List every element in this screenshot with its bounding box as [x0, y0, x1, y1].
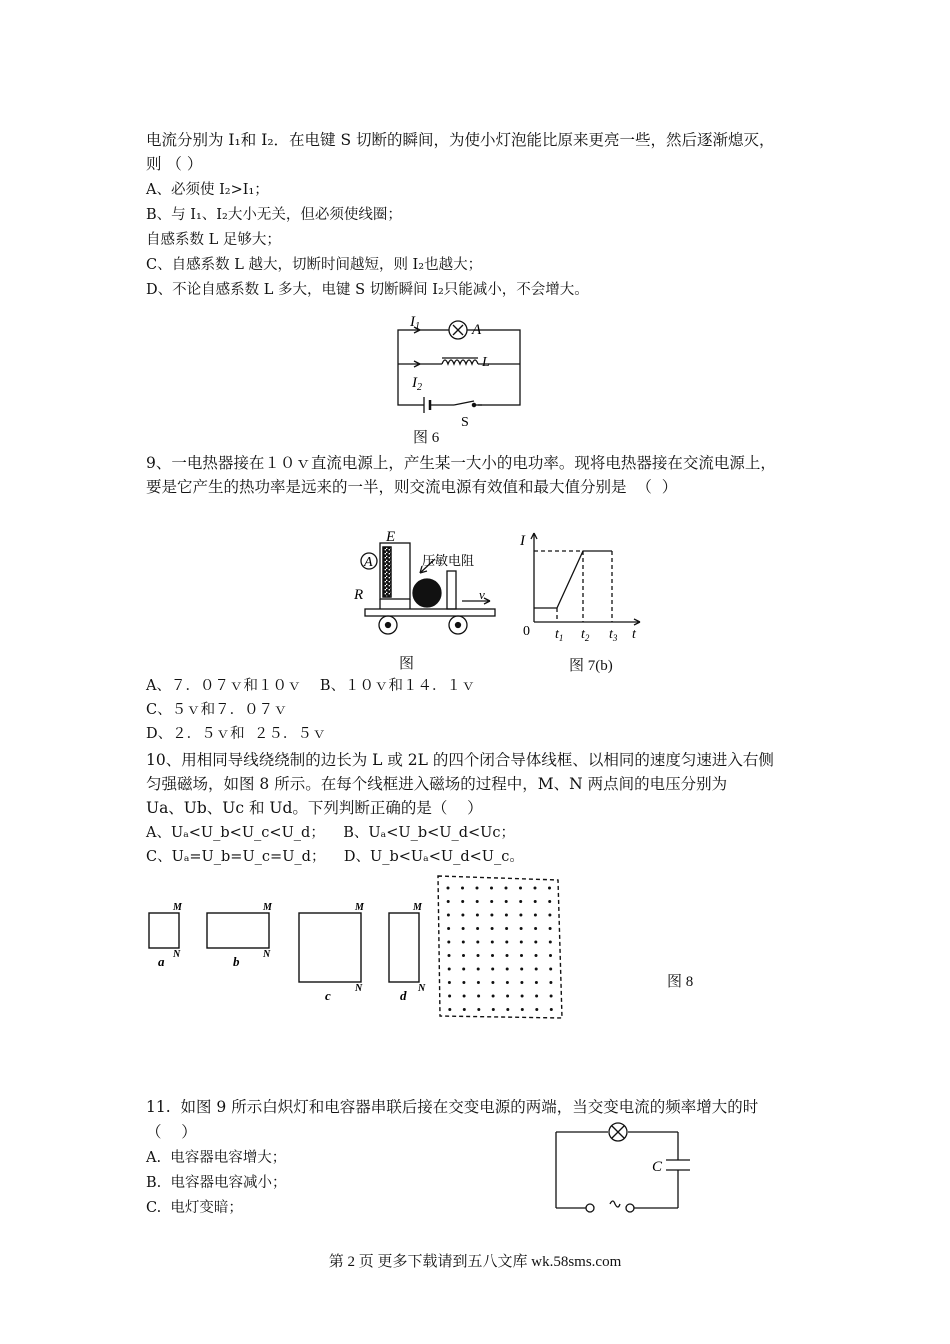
frame-b	[207, 913, 269, 948]
field-dot	[519, 900, 522, 903]
field-dot	[519, 887, 522, 890]
field-dot	[548, 887, 551, 890]
field-dot	[491, 941, 494, 944]
field-dot	[506, 1008, 509, 1011]
field-dot	[447, 914, 450, 917]
field-dot	[548, 914, 551, 917]
q9-option-c: C、５ｖ和７．０７ｖ	[146, 702, 288, 718]
field-dot	[448, 968, 451, 971]
frame-c	[299, 913, 361, 982]
fig7b-label-t3: $t_3$	[609, 627, 618, 643]
field-dot	[490, 887, 493, 890]
field-dot	[448, 981, 451, 984]
field-dot	[505, 941, 508, 944]
fig7a-label-e: E	[386, 529, 396, 545]
field-dot	[476, 914, 479, 917]
field-dot	[535, 1008, 538, 1011]
fig7a-label-v: v	[479, 587, 485, 602]
field-dot	[492, 995, 495, 998]
q9-line-2: 要是它产生的热功率是远来的一半，则交流电源有效值和最大值分别是 （ ）	[146, 478, 678, 496]
q11-line-2: （ ）	[146, 1123, 197, 1141]
field-dot	[548, 900, 551, 903]
field-dot	[491, 968, 494, 971]
field-dot	[535, 995, 538, 998]
frame-b-label-m: M	[263, 902, 272, 913]
frame-b-label-n: N	[263, 949, 271, 960]
q11-option-b: B. 电容器电容减小；	[146, 1175, 287, 1191]
fig7b-label-t2: $t_2$	[581, 627, 590, 643]
q8-line-1: 电流分别为 I₁和 I₂．在电键 S 切断的瞬间，为使小灯泡能比原来更亮一些，然后逐渐熄灭，	[146, 131, 775, 149]
field-dot	[520, 941, 523, 944]
q10-line-3: Ua、Ub、Uc 和 Ud。下列判断正确的是（ ）	[146, 799, 483, 817]
fig7b-label-t: t	[632, 627, 636, 642]
field-dot	[506, 954, 509, 957]
figure-6-caption: 图 6	[413, 430, 440, 446]
frame-b-label: b	[233, 954, 240, 969]
fig6-label-i1: $I_1$	[410, 314, 420, 332]
q9-line-1: 9、一电热器接在１０ｖ直流电源上，产生某一大小的电功率。现将电热器接在交流电源上，	[146, 454, 776, 472]
field-dot	[447, 927, 450, 930]
field-dot	[534, 927, 537, 930]
figure-6-circuit	[390, 308, 530, 448]
field-dot	[477, 968, 480, 971]
fig6-label-a: A	[472, 322, 482, 338]
field-dot	[506, 981, 509, 984]
field-dot	[549, 981, 552, 984]
field-dot	[448, 995, 451, 998]
fig7b-label-t1: $t_1$	[555, 627, 564, 643]
field-dot	[534, 900, 537, 903]
field-dot	[506, 995, 509, 998]
field-dot	[476, 900, 479, 903]
field-dot	[462, 927, 465, 930]
field-dot	[520, 981, 523, 984]
field-dot	[549, 968, 552, 971]
field-dot	[461, 914, 464, 917]
field-dot	[506, 968, 509, 971]
field-dot	[448, 1008, 451, 1011]
field-dot	[462, 941, 465, 944]
field-dot	[491, 927, 494, 930]
frame-c-label: c	[325, 988, 331, 1003]
field-dot	[462, 981, 465, 984]
q11-line-1: 11. 如图 9 所示白炽灯和电容器串联后接在交变电源的两端，当交变电流的频率增大的时	[146, 1098, 759, 1116]
q8-option-c: C、自感系数 L 越大，切断时间越短，则 I₂也越大；	[146, 257, 483, 273]
q8-option-b: B、与 I₁、I₂大小无关，但必须使线圈；	[146, 207, 402, 223]
field-dot	[463, 1008, 466, 1011]
q8-option-d: D、不论自感系数 L 多大，电键 S 切断瞬间 I₂只能减小，不会增大。	[146, 282, 589, 298]
field-dot	[477, 981, 480, 984]
frame-d-label-n: N	[418, 983, 426, 994]
field-dot	[505, 927, 508, 930]
frame-a-label: a	[158, 954, 165, 969]
field-dot	[476, 927, 479, 930]
page-footer: 第 2 页 更多下载请到五八文库 wk.58sms.com	[328, 1254, 622, 1270]
field-dot	[491, 954, 494, 957]
field-dot	[447, 941, 450, 944]
field-dot	[520, 968, 523, 971]
q10-options-cd: C、Uₐ=U_b=U_c=U_d； D、U_b<Uₐ<U_d<U_c。	[146, 849, 524, 865]
q8-option-a: A、必须使 I₂>I₁；	[146, 182, 269, 198]
field-dot	[520, 954, 523, 957]
q10-line-2: 匀强磁场，如图 8 所示。在每个线框进入磁场的过程中，M、N 两点间的电压分别为	[146, 775, 728, 793]
fig7b-label-origin: 0	[523, 624, 530, 639]
field-dot	[477, 1008, 480, 1011]
field-dot	[476, 887, 479, 890]
field-dot	[448, 954, 451, 957]
frame-a-label-m: M	[173, 902, 182, 913]
field-dot	[476, 941, 479, 944]
field-dot	[491, 981, 494, 984]
field-dot	[535, 981, 538, 984]
frame-a-label-n: N	[173, 949, 181, 960]
figure-7a-pressure-cart	[350, 525, 510, 655]
field-dot	[549, 941, 552, 944]
field-dot	[477, 995, 480, 998]
frame-d-label: d	[400, 988, 407, 1003]
q10-line-1: 10、用相同导线绕绕制的边长为 L 或 2L 的四个闭合导体线框、以相同的速度匀速进入右侧	[146, 751, 774, 769]
field-dot	[521, 995, 524, 998]
fig9-label-c: C	[652, 1159, 663, 1175]
field-dot	[550, 1008, 553, 1011]
q11-option-c: C. 电灯变暗；	[146, 1200, 243, 1216]
field-dot	[521, 1008, 524, 1011]
figure-8-frames	[140, 868, 580, 1028]
field-dot	[505, 900, 508, 903]
field-dot	[461, 900, 464, 903]
frame-a	[149, 913, 179, 948]
figure-7b-current-graph	[515, 525, 650, 650]
q9-option-d: D、２．５ｖ和 ２５．５ｖ	[146, 726, 327, 742]
field-dot	[447, 900, 450, 903]
q8-option-b-cont: 自感系数 L 足够大；	[146, 232, 281, 248]
fig6-label-i2: $I_2$	[412, 375, 422, 393]
field-dot	[461, 887, 464, 890]
field-dot	[549, 927, 552, 930]
magnetic-field-region	[438, 876, 562, 1018]
field-dot	[520, 927, 523, 930]
q11-option-a: A. 电容器电容增大；	[146, 1150, 287, 1166]
field-dot	[477, 954, 480, 957]
figure-8-caption: 图 8	[667, 974, 694, 990]
field-dot	[490, 914, 493, 917]
frame-d	[389, 913, 419, 982]
field-dot	[463, 995, 466, 998]
q9-options-ab: A、７．０７ｖ和１０ｖ B、１０ｖ和１４．１ｖ	[146, 678, 476, 694]
field-dot	[505, 887, 508, 890]
field-dot	[462, 968, 465, 971]
field-dot	[549, 954, 552, 957]
field-dot	[490, 900, 493, 903]
field-dot	[550, 995, 553, 998]
figure-7b-caption: 图 7(b)	[569, 658, 613, 674]
field-dot	[447, 887, 450, 890]
frame-c-label-m: M	[355, 902, 364, 913]
field-dot	[492, 1008, 495, 1011]
frame-d-label-m: M	[413, 902, 422, 913]
field-dot	[535, 954, 538, 957]
magnetic-field-dots	[447, 887, 553, 1012]
fig7a-label-r: R	[354, 587, 364, 603]
field-dot	[519, 914, 522, 917]
figure-9-circuit	[548, 1118, 693, 1220]
fig7a-label-resistor: 压敏电阻	[422, 553, 475, 568]
field-dot	[505, 914, 508, 917]
field-dot	[535, 968, 538, 971]
fig7a-label-a: A	[364, 555, 373, 570]
field-dot	[534, 887, 537, 890]
frame-c-label-n: N	[355, 983, 363, 994]
field-dot	[534, 914, 537, 917]
fig6-label-l: L	[482, 355, 490, 370]
field-dot	[534, 941, 537, 944]
fig6-label-s: S	[461, 415, 469, 430]
q10-options-ab: A、Uₐ<U_b<U_c<U_d； B、Uₐ<U_b<U_d<Uc；	[146, 825, 516, 841]
fig7b-label-i: I	[520, 533, 525, 549]
field-dot	[462, 954, 465, 957]
figure-7a-caption: 图	[399, 656, 415, 672]
q8-line-2: 则 （ ）	[146, 155, 203, 173]
